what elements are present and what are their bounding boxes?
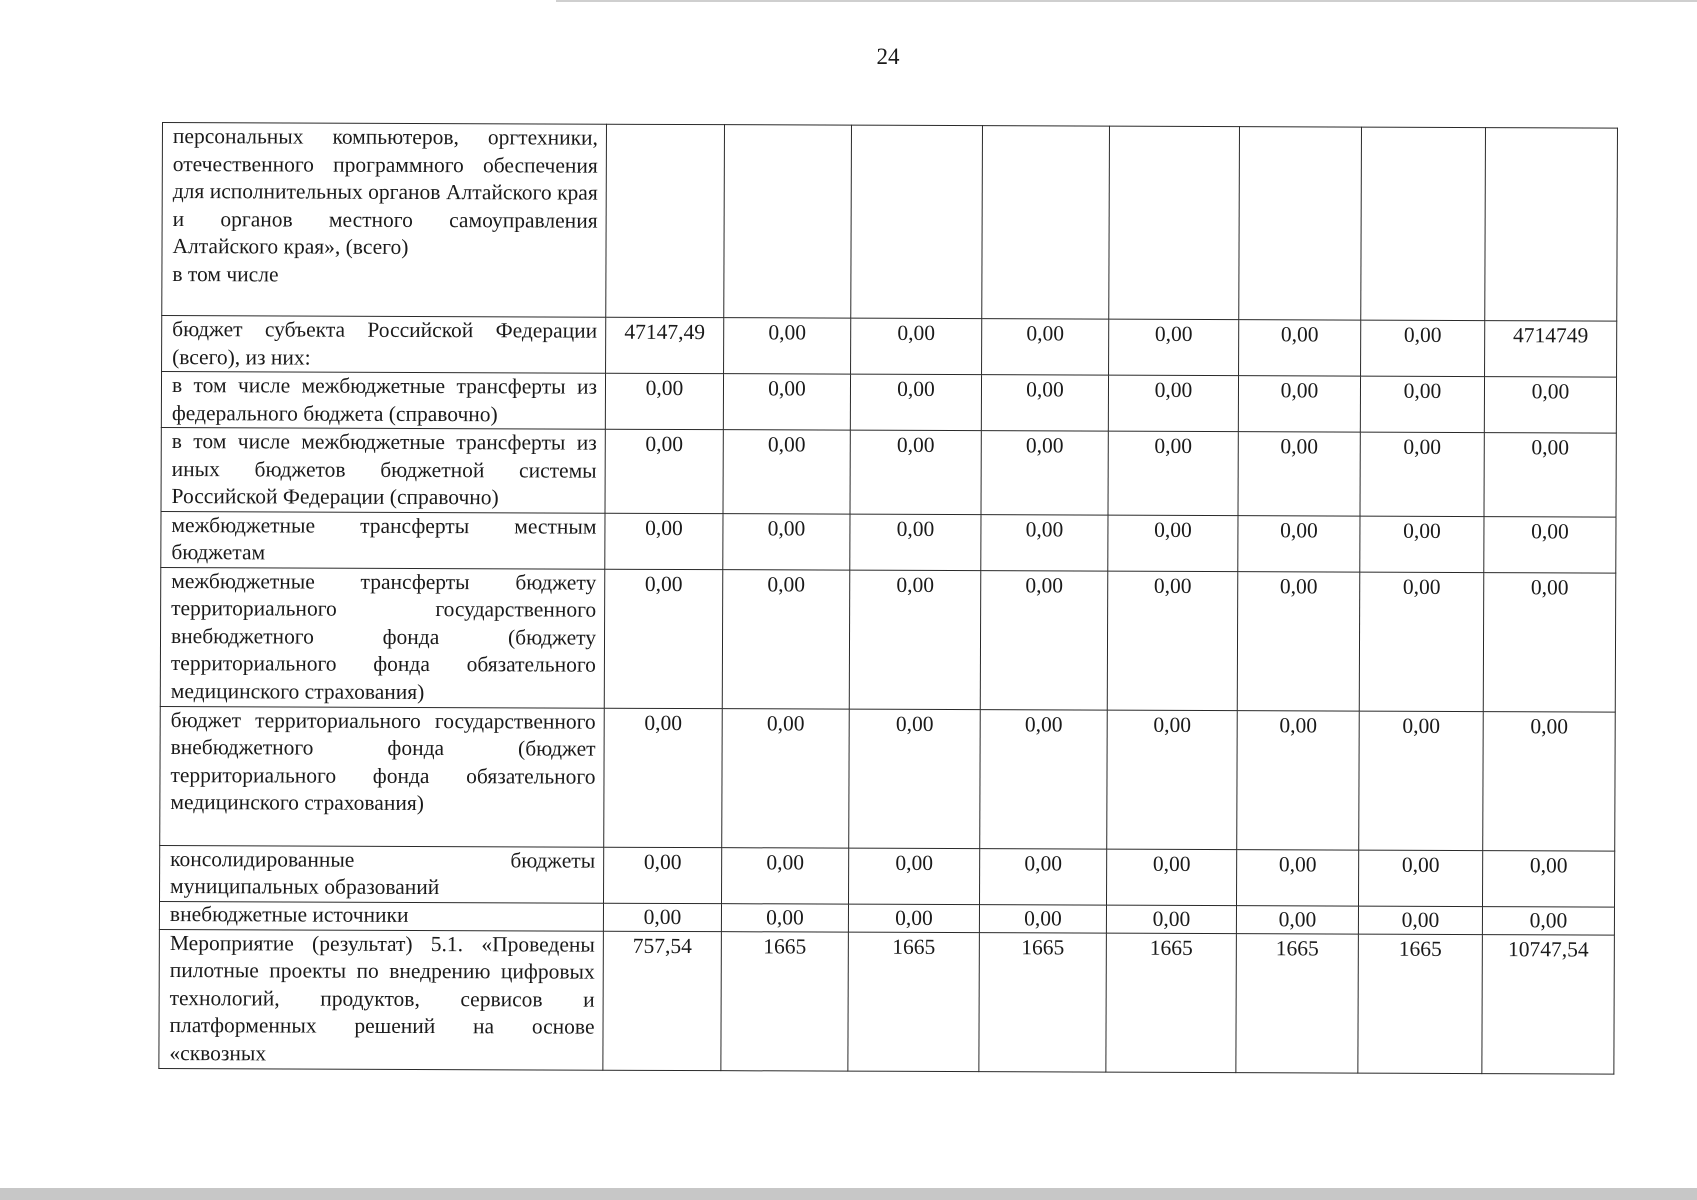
row-label: межбюджетные трансферты местным бюджетам [161, 511, 605, 569]
row-label: бюджет субъекта Российской Федерации (всего), из них: [162, 316, 606, 374]
value-cell: 0,00 [850, 514, 981, 571]
value-cell [1109, 126, 1240, 319]
bottom-scan-edge [0, 1188, 1697, 1200]
row-label-cell [162, 123, 607, 318]
value-cell: 0,00 [851, 318, 982, 375]
value-cell: 0,00 [1108, 431, 1238, 515]
value-cell: 0,00 [1106, 905, 1236, 933]
value-cell: 0,00 [604, 847, 722, 903]
value-cell: 0,00 [1237, 710, 1360, 849]
table-row-municipal-budgets [160, 845, 1615, 907]
row-label: персональных компьютеров, оргтехники, отечественного программного обеспечения для исполнительных органов Алтайского края и органов местного самоуправления Алтайского края», (всего) [172, 124, 598, 259]
value-cell: 0,00 [1239, 320, 1361, 376]
value-cell: 0,00 [1484, 516, 1616, 573]
value-cell: 0,00 [1107, 849, 1237, 905]
table-row-fund-budget [160, 706, 1616, 851]
value-cell: 0,00 [1484, 433, 1616, 517]
value-cell: 0,00 [721, 903, 848, 931]
value-cell: 757,54 [603, 931, 722, 1070]
value-cell: 1665 [721, 931, 849, 1070]
value-cell: 0,00 [722, 708, 850, 847]
value-cell: 0,00 [1361, 320, 1485, 376]
table-row-other-budget-transfers [161, 427, 1616, 516]
value-cell: 0,00 [1109, 319, 1239, 375]
value-cell: 0,00 [1483, 572, 1616, 712]
row-label: бюджет территориального государственного внебюджетного фонда (бюджет территориального фонда обязательного медицинского страхования) [160, 706, 605, 847]
value-cell [1361, 127, 1486, 320]
value-cell: 0,00 [1483, 711, 1616, 851]
value-cell: 0,00 [1359, 711, 1484, 850]
value-cell: 0,00 [1484, 377, 1616, 434]
page-number: 24 [876, 44, 900, 69]
value-cell: 0,00 [1108, 515, 1238, 571]
table-row-regional-budget [162, 316, 1617, 378]
row-label: Мероприятие (результат) 5.1. «Проведены пилотные проекты по внедрению цифровых технологий, продуктов, сервисов и платформенных решений на основе «сквозных [159, 929, 604, 1070]
value-cell: 0,00 [1238, 432, 1360, 516]
value-cell: 0,00 [1107, 571, 1238, 710]
value-cell: 0,00 [980, 570, 1108, 709]
value-cell: 0,00 [849, 570, 981, 710]
value-cell: 1665 [1106, 933, 1237, 1072]
value-cell: 1665 [848, 932, 980, 1072]
value-cell [724, 125, 852, 318]
value-cell: 0,00 [1107, 710, 1238, 849]
value-cell [851, 125, 983, 319]
value-cell: 0,00 [603, 903, 721, 931]
value-cell: 0,00 [981, 431, 1108, 515]
value-cell: 0,00 [605, 513, 723, 569]
row-label: в том числе межбюджетные трансферты из федерального бюджета (справочно) [161, 372, 605, 430]
value-cell: 0,00 [1238, 376, 1360, 432]
value-cell: 0,00 [1360, 432, 1484, 516]
value-cell: 0,00 [980, 848, 1107, 904]
value-cell: 0,00 [1482, 906, 1614, 935]
budget-table [158, 122, 1618, 1074]
value-cell: 0,00 [850, 374, 981, 431]
value-cell: 0,00 [722, 569, 850, 708]
value-cell: 0,00 [979, 904, 1106, 932]
value-cell: 0,00 [849, 848, 980, 905]
value-cell: 1665 [979, 932, 1107, 1071]
value-cell: 0,00 [981, 514, 1108, 570]
value-cell: 0,00 [722, 847, 849, 903]
table-row-fund-transfers [160, 567, 1616, 712]
value-cell: 0,00 [849, 709, 981, 849]
top-scan-edge [556, 0, 1697, 2]
value-cell: 47147,49 [606, 317, 724, 373]
value-cell: 0,00 [848, 904, 979, 933]
value-cell: 0,00 [1360, 516, 1484, 572]
row-label: межбюджетные трансферты бюджету территориального государственного внебюджетного фонда (бюджету территориального фонда обязательного медицинского страхования) [160, 567, 605, 708]
row-label: в том числе межбюджетные трансферты из иных бюджетов бюджетной системы Российской Федерации (справочно) [161, 427, 605, 512]
value-cell: 0,00 [850, 430, 981, 514]
value-cell: 0,00 [724, 318, 851, 374]
value-cell: 0,00 [605, 429, 723, 513]
value-cell: 0,00 [1108, 375, 1238, 431]
value-cell: 10747,54 [1482, 934, 1615, 1074]
value-cell: 0,00 [723, 513, 850, 569]
value-cell: 0,00 [982, 319, 1109, 375]
value-cell [1485, 128, 1618, 322]
table-row-local-budget-transfers [161, 511, 1616, 573]
value-cell: 4714749 [1485, 321, 1617, 378]
value-cell: 0,00 [1238, 515, 1360, 571]
value-cell: 0,00 [605, 373, 723, 429]
value-cell [1239, 127, 1362, 320]
value-cell: 0,00 [723, 374, 850, 430]
value-cell: 1665 [1358, 934, 1483, 1073]
table-row-program-total [162, 123, 1618, 322]
value-cell [606, 124, 725, 317]
value-cell: 0,00 [1360, 376, 1484, 432]
row-label-subnote: в том числе [172, 261, 279, 286]
value-cell: 0,00 [723, 430, 850, 514]
value-cell: 0,00 [1359, 850, 1483, 906]
value-cell: 0,00 [1237, 849, 1359, 905]
table-row-measure-5-1 [159, 929, 1615, 1074]
table-row-federal-transfers [161, 372, 1616, 434]
row-label: внебюджетные источники [159, 901, 603, 931]
row-label: консолидированные бюджеты муниципальных образований [160, 845, 604, 903]
value-cell: 0,00 [1359, 572, 1484, 711]
value-cell: 0,00 [604, 708, 723, 847]
value-cell: 0,00 [981, 375, 1108, 431]
value-cell: 0,00 [1358, 906, 1482, 934]
value-cell: 0,00 [1237, 571, 1360, 710]
value-cell: 0,00 [980, 709, 1108, 848]
value-cell: 0,00 [1236, 905, 1358, 933]
value-cell: 0,00 [604, 569, 723, 708]
value-cell: 0,00 [1482, 850, 1614, 907]
value-cell: 1665 [1236, 933, 1359, 1072]
value-cell [982, 126, 1110, 319]
